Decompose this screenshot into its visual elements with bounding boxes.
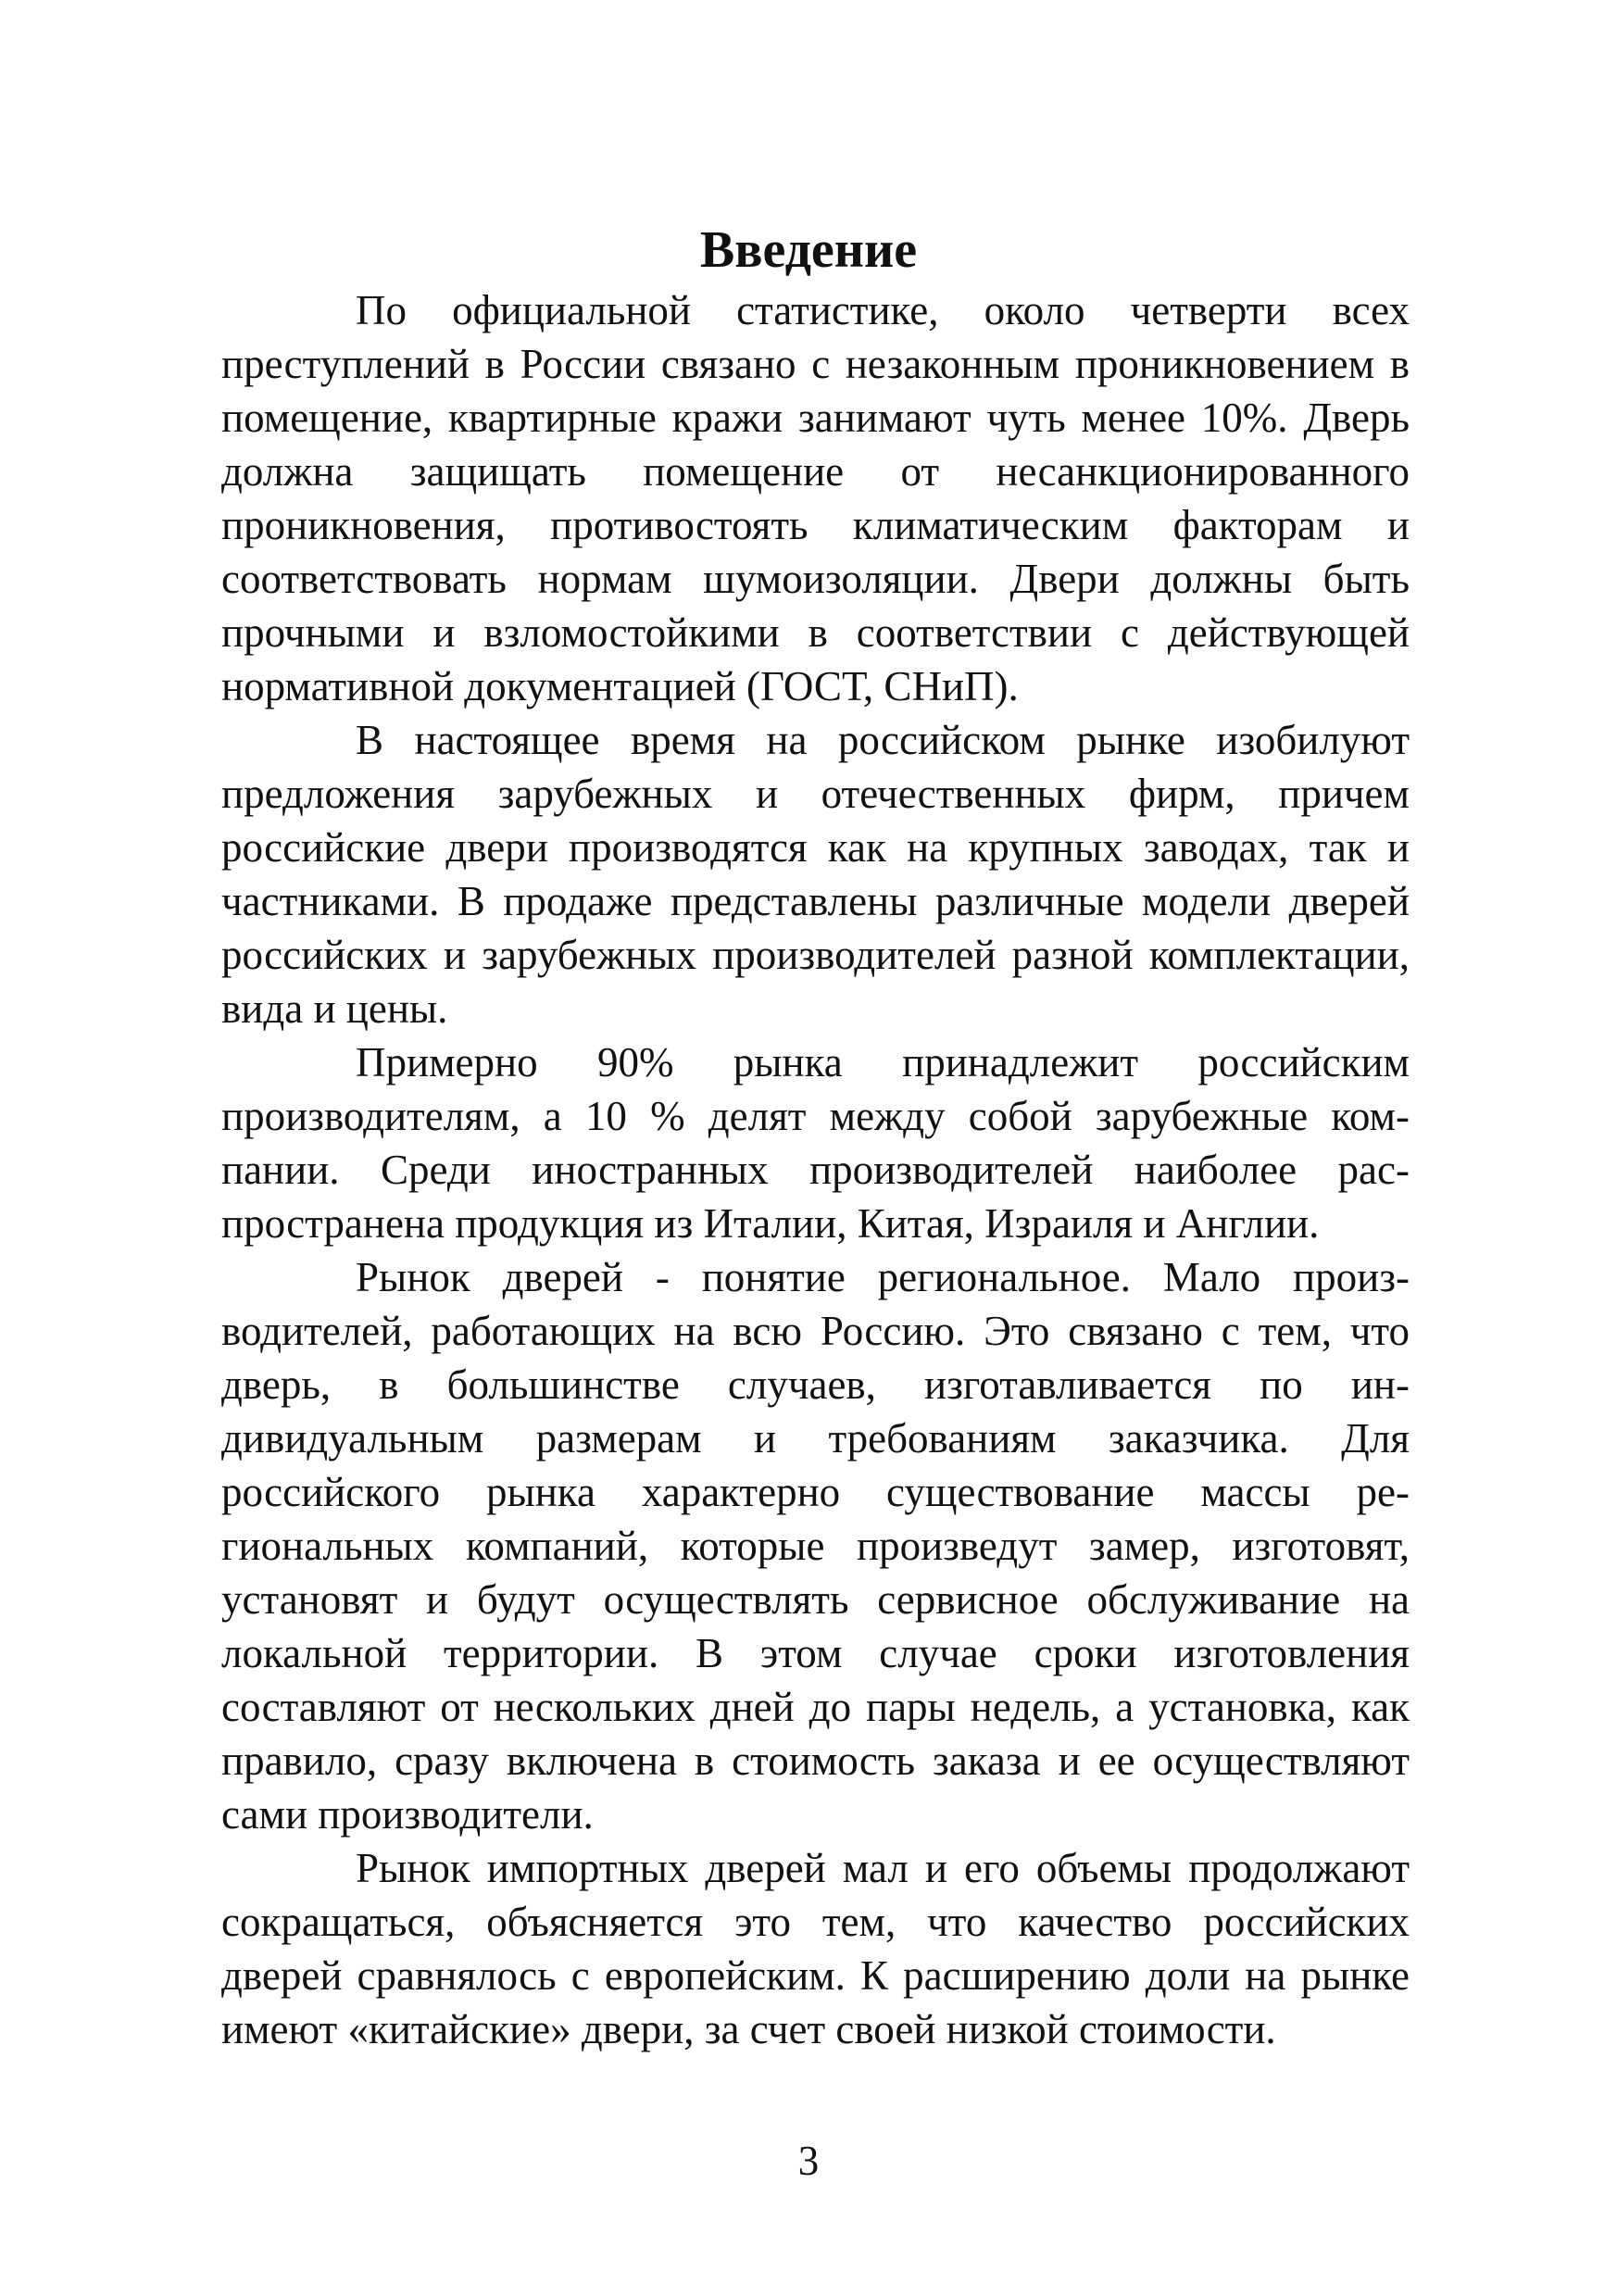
paragraph: Рынок дверей - понятие региональное. Мало производителей, работающих на всю Россию. Это связано с тем, что дверь, в большинстве случаев, изготавливается по индивидуальным размерам и требованиям заказчика. Для российского рынка характерно существование массы региональных компаний, которые произведут замер, изготовят, установят и будут осуществлять сервисное обслуживание на локальной территории. В этом случае сроки изготовления составляют от нескольких дней до пары недель, а установка, как правило, сразу включена в стоимость заказа и ее осуществляют сами производители.	[221, 1254, 1410, 1838]
page-number: 3	[797, 2138, 820, 2184]
paragraph: Рынок импортных дверей мал и его объемы продолжают сокращаться, объясняется это тем, что качество российских дверей сравнялось с европейским. К расширению доли на рынке имеют «китайские» двери, за счет своей низкой стоимости.	[221, 1845, 1410, 2052]
paragraph: В настоящее время на российском рынке изобилуют предложения зарубежных и отечественных фирм, причем российские двери производятся как на крупных заводах, так и частниками. В продаже представлены различные модели дверей российских и зарубежных производителей разной комплектации, вида и цены.	[221, 717, 1410, 1032]
section-heading: Введение	[699, 221, 918, 279]
body-text	[221, 283, 1410, 2056]
paragraph: Примерно 90% рынка принадлежит российским производителям, а 10 % делят между собой зарубежные компании. Среди иностранных производителей наиболее распространена продукция из Италии, Китая, Израиля и Англии.	[221, 1039, 1410, 1247]
paragraph: По официальной статистике, около четверти всех преступлений в России связано с незаконным проникновением в помещение, квартирные кражи занимают чуть менее 10%. Дверь должна защищать помещение от несанкционированного проникновения, противостоять климатическим факторам и соответствовать нормам шумоизоляции. Двери должны быть прочными и взломостойкими в соответствии с действующей нормативной документацией (ГОСТ, СНиП).	[221, 287, 1410, 709]
